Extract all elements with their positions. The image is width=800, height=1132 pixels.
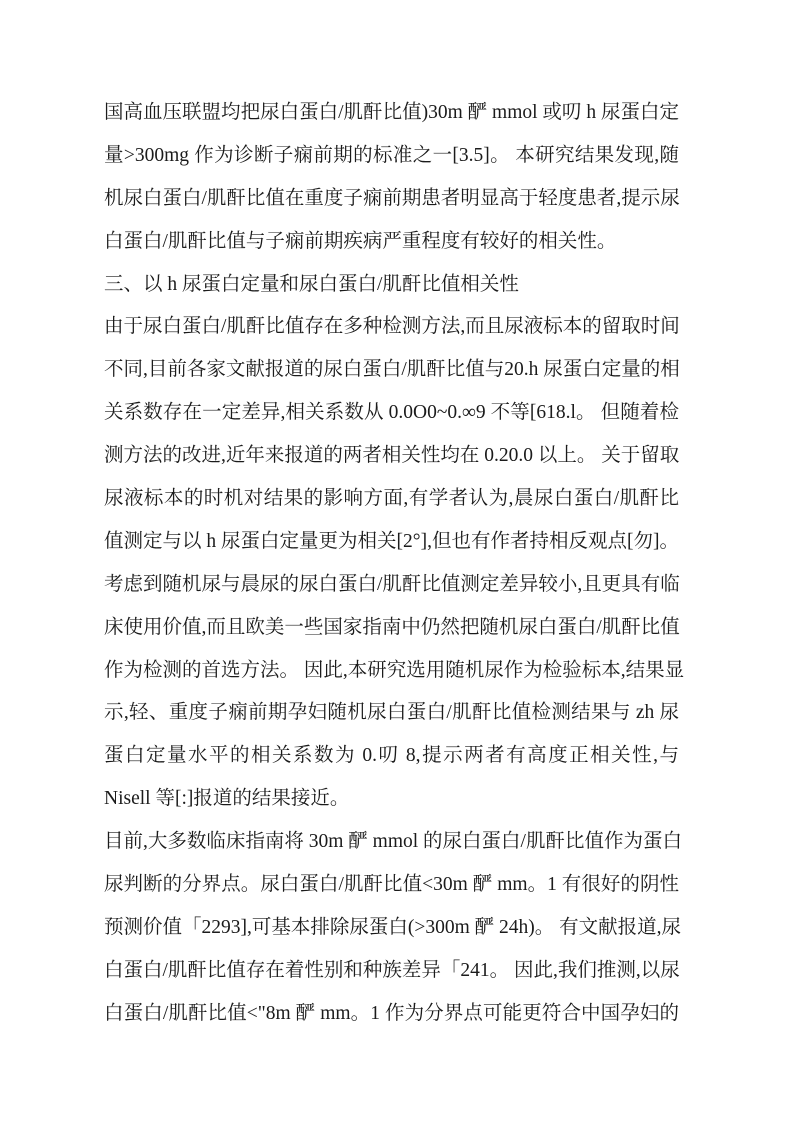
text-line-5: 三、以 h 尿蛋白定量和尿白蛋白/肌酐比值相关性	[104, 273, 519, 295]
text-line-6: 由于尿白蛋白/肌酐比值存在多种检测方法,而且尿液标本的留取时间	[104, 316, 680, 338]
text-line-16: 蛋白定量水平的相关系数为 0.叨 8,提示两者有高度正相关性,与	[104, 745, 679, 767]
text-line-7: 不同,目前各家文献报道的尿白蛋白/肌酐比值与20.h 尿蛋白定量的相	[104, 359, 680, 381]
text-line-10: 尿液标本的时机对结果的影响方面,有学者认为,晨尿白蛋白/肌酐比	[104, 488, 679, 510]
text-line-17: Nisell 等[:]报道的结果接近。	[104, 788, 350, 810]
text-line-12: 考虑到随机尿与晨尿的尿白蛋白/肌酐比值测定差异较小,且更具有临	[104, 573, 680, 595]
text-line-13: 床使用价值,而且欧美一些国家指南中仍然把随机尿白蛋白/肌酐比值	[104, 616, 680, 638]
text-line-2: 量>300mg 作为诊断子痫前期的标准之一[3.5]。 本研究结果发现,随	[104, 144, 679, 166]
text-line-19: 尿判断的分界点。尿白蛋白/肌酐比值<30m 酽 mm。1 有很好的阴性	[104, 874, 679, 896]
text-line-11: 值测定与以 h 尿蛋白定量更为相关[2°],但也有作者持相反观点[勿]。	[104, 530, 679, 552]
text-line-15: 示,轻、重度子痫前期孕妇随机尿白蛋白/肌酐比值检测结果与 zh 尿	[104, 702, 679, 724]
text-block	[104, 92, 685, 1036]
text-line-9: 测方法的改进,近年来报道的两者相关性均在 0.20.0 以上。 关于留取	[104, 445, 680, 467]
text-line-14: 作为检测的首选方法。 因此,本研究选用随机尿作为检验标本,结果显	[104, 659, 685, 681]
text-line-1: 国高血压联盟均把尿白蛋白/肌酐比值)30m 酽 mmol 或叨 h 尿蛋白定	[104, 102, 679, 123]
text-line-18: 目前,大多数临床指南将 30m 酽 mmol 的尿白蛋白/肌酐比值作为蛋白	[104, 831, 682, 853]
text-line-3: 机尿白蛋白/肌酐比值在重度子痫前期患者明显高于轻度患者,提示尿	[104, 187, 680, 209]
text-line-4: 白蛋白/肌酐比值与子痫前期疾病严重程度有较好的相关性。	[104, 230, 617, 252]
text-line-20: 预测价值「2293],可基本排除尿蛋白(>300m 酽 24h)。 有文献报道,尿	[104, 916, 682, 938]
text-line-21: 白蛋白/肌酐比值存在着性别和种族差异「241。 因此,我们推测,以尿	[104, 959, 680, 981]
text-line-22: 白蛋白/肌酐比值<"8m 酽 mm。1 作为分界点可能更符合中国孕妇的	[104, 1002, 679, 1024]
text-line-8: 关系数存在一定差异,相关系数从 0.0O0~0.∞9 不等[618.l。 但随着检	[104, 402, 679, 424]
